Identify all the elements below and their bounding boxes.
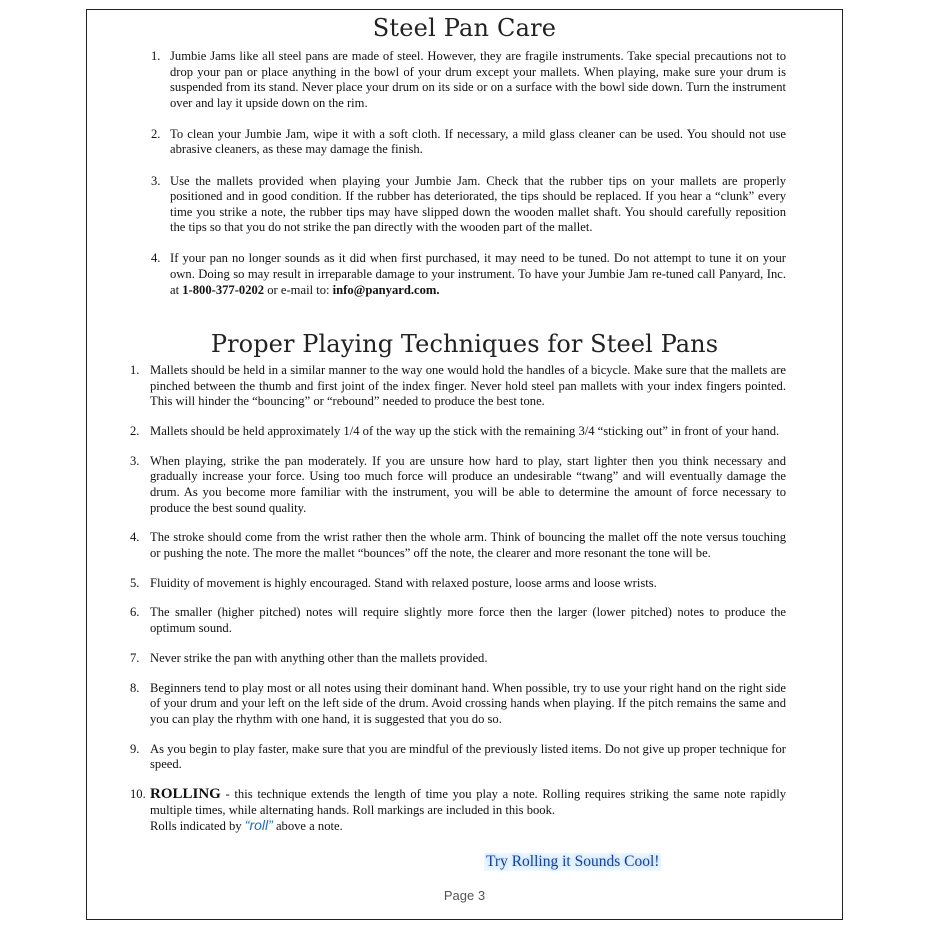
list-item (130, 650, 786, 667)
list-item (151, 251, 786, 298)
techniques-list (130, 363, 786, 849)
item-number: 1. (151, 49, 161, 63)
list-item (130, 423, 786, 440)
item-text: - this technique extends the length of time you play a note. Rolling requires striking the same note rapidly multiple times, while alternating hands. Roll markings are included in this book. (150, 786, 786, 817)
item-text: Use the mallets provided when playing your Jumbie Jam. Check that the rubber tips on your mallets are properly positioned and in good condition. If the rubber has deteriorated, the tips should be replaced. If you hear a “clunk” every time you strike a note, the rubber tips may have slipped down the wooden mallet shaft. You should carefully reposition the tips so that you do not strike the pan directly with the wooden part of the mallet. (170, 173, 786, 235)
item-number: 8. (130, 680, 140, 695)
item-text: Mallets should be held approximately 1/4 of the way up the stick with the remaining 3/4 “sticking out” in front of your hand. (150, 423, 780, 438)
item-number: 2. (130, 423, 140, 438)
section-title-care: Steel Pan Care (372, 14, 557, 42)
item-number: 10. (130, 786, 146, 801)
item-number: 1. (130, 363, 140, 377)
page-number: Page 3 (443, 888, 486, 903)
item-number: 7. (130, 650, 140, 665)
item-number: 2. (151, 126, 161, 141)
item-text: Beginners tend to play most or all notes using their dominant hand. When possible, try to use your right hand on the right side of your drum and your left on the left side of the drum. Avoid crossing hands when playing. If the pitch remains the same and you can play the rhythm with one hand, it is suggested that you do so. (150, 680, 786, 726)
item-number: 6. (130, 605, 140, 620)
item-text: Fluidity of movement is highly encouraged. Stand with relaxed posture, loose arms and loose wrists. (150, 575, 657, 590)
item-text: If your pan no longer sounds as it did when first purchased, it may need to be tuned. Do not attempt to tune it on your own. Doing so may result in irreparable damage to your instrument. To have your Jumbie Jam re-tuned call Panyard, Inc. at (170, 251, 786, 297)
item-number: 3. (130, 453, 140, 468)
item-text: The smaller (higher pitched) notes will require slightly more force then the larger (lower pitched) notes to produce the optimum sound. (150, 605, 786, 636)
list-item (130, 680, 786, 728)
roll-marking: “roll” (244, 817, 273, 834)
email-address: info@panyard.com. (332, 282, 440, 297)
list-item (151, 126, 786, 158)
item-text: Never strike the pan with anything other than the mallets provided. (150, 650, 488, 665)
item-number: 4. (130, 530, 140, 545)
list-item (130, 530, 786, 561)
list-item (130, 785, 786, 835)
item-text: To clean your Jumbie Jam, wipe it with a soft cloth. If necessary, a mild glass cleaner can be used. You should not use abrasive cleaners, as these may damage the finish. (170, 126, 786, 157)
item-number: 5. (130, 575, 140, 590)
item-text: Jumbie Jams like all steel pans are made of steel. However, they are fragile instruments. Take special precautions not to drop your pan or place anything in the bowl of your drum except your mallets. When playing, make sure your drum is suspended from its stand. Never place your drum on its side or on a surface with the bowl side down. Turn the instrument over and lay it upside down on the rim. (170, 49, 786, 110)
list-item (130, 605, 786, 636)
item-number: 4. (151, 251, 161, 266)
item-text: Rolls indicated by (150, 819, 245, 834)
item-text: or e-mail to: (264, 282, 333, 297)
list-item (130, 363, 786, 410)
item-number: 9. (130, 741, 140, 756)
item-text: When playing, strike the pan moderately. If you are unsure how hard to play, start lighter then you think necessary and gradually increase your force. Using too much force will produce an undesirable “twang” and will eventually damage the drum. As you become more familiar with the instrument, you will be able to determine the amount of force necessary to produce the best sound quality. (150, 453, 786, 515)
list-item (130, 453, 786, 516)
item-text: The stroke should come from the wrist rather then the whole arm. Think of bouncing the mallet off the note versus touching or pushing the note. The more the mallet “bounces” off the note, the clearer and more resonant the tone will be. (150, 530, 786, 560)
callout-text: Try Rolling it Sounds Cool! (486, 853, 660, 870)
list-item (130, 575, 786, 592)
rolling-heading: ROLLING (150, 785, 221, 802)
section-title-techniques: Proper Playing Techniques for Steel Pans (210, 330, 719, 358)
item-text: above a note. (272, 819, 343, 834)
item-number: 3. (151, 173, 161, 188)
item-text: Mallets should be held in a similar manner to the way one would hold the handles of a bicycle. Make sure that the mallets are pinched between the thumb and first joint of the index finger. Never hold steel pan mallets with your index fingers pointed. This will hinder the “bouncing” or “rebound” needed to produce the best tone. (150, 363, 786, 409)
care-list (151, 49, 786, 314)
item-text: As you begin to play faster, make sure that you are mindful of the previously listed items. Do not give up proper technique for speed. (150, 741, 786, 772)
list-item (151, 173, 786, 236)
page-frame (86, 9, 843, 920)
list-item (130, 741, 786, 773)
phone-number: 1-800-377-0202 (182, 282, 265, 297)
list-item (151, 49, 786, 111)
